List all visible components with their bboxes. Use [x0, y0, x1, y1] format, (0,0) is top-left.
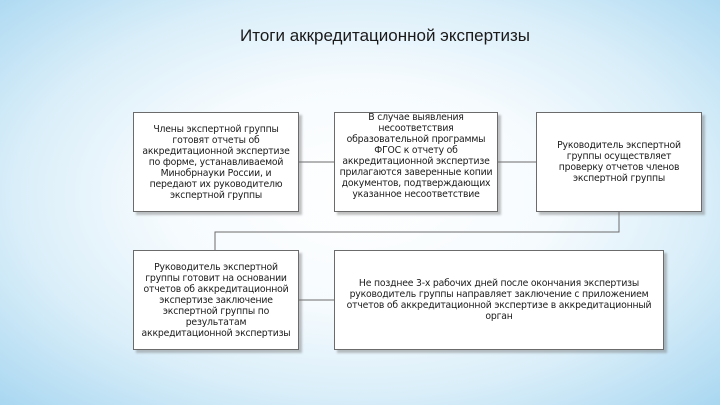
step-nonconformity-text: В случае выявления несоответствия образовательной программы ФГОС к отчету об аккредитационной экспертизе прилагаются заверенные копии документов, подтверждающих указанное несоответствие [339, 112, 493, 200]
step-send-conclusion-box [334, 250, 664, 350]
step-members-reports-box [133, 112, 299, 212]
step-leader-check-box [536, 112, 702, 212]
connector-b3-b4 [215, 212, 619, 250]
step-leader-conclusion-box [133, 250, 299, 350]
step-leader-check-text: Руководитель экспертной группы осуществляет проверку отчетов членов экспертной группы [557, 140, 681, 184]
step-members-reports-text: Члены экспертной группы готовят отчеты об аккредитационной экспертизе по форме, устанавливаемой Минобрнауки России, и передают их руководителю экспертной группы [142, 123, 290, 201]
step-leader-conclusion-text: Руководитель экспертной группы готовит на основании отчетов об аккредитационной экспертизе заключение экспертной группы по результатам аккредитационной экспертизы [141, 261, 291, 339]
page-title: Итоги аккредитационной экспертизы [240, 26, 530, 45]
step-nonconformity-box [334, 112, 498, 212]
step-send-conclusion-text: Не позднее 3-х рабочих дней после окончания экспертизы руководитель группы направляет заключение с приложением отчетов об аккредитационной экспертизе в аккредитационный орган [346, 278, 652, 322]
